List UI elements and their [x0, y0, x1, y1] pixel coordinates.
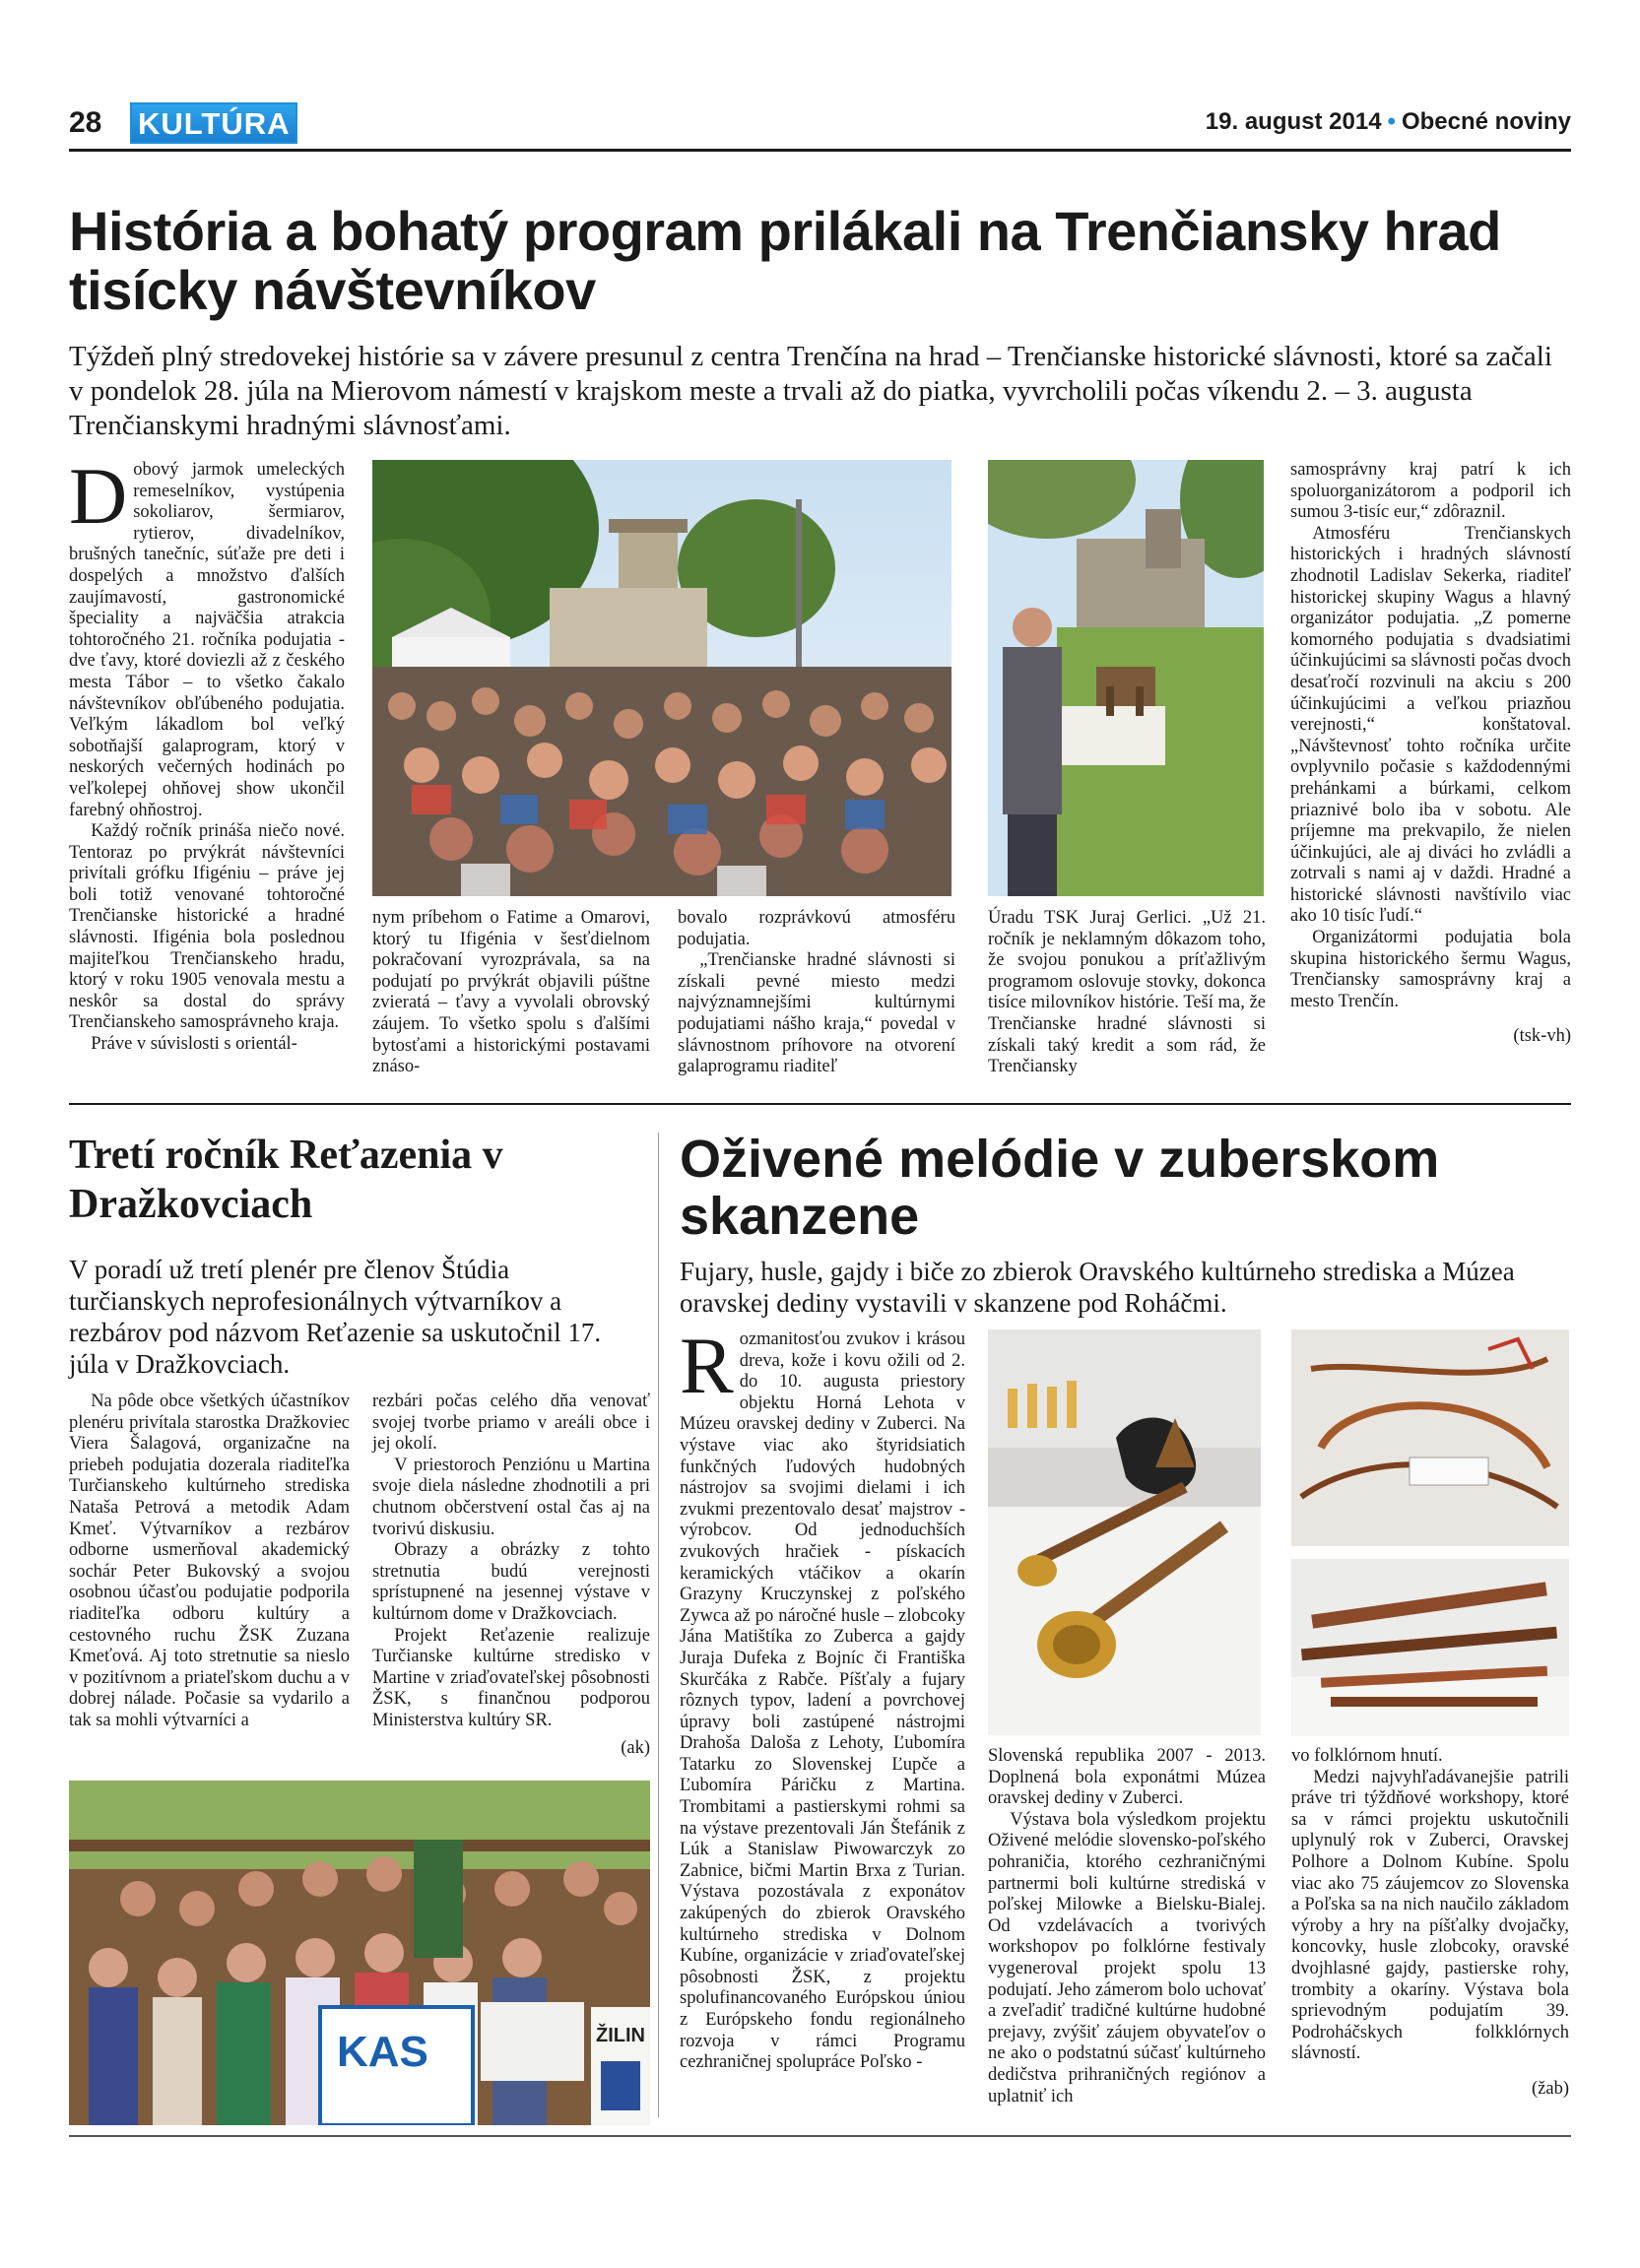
article1-bottom-rule [69, 1103, 1571, 1105]
article1-col1-para1: obový jarmok umeleckých remeselníkov, vystúpenia sokoliarov, šermiarov, rytierov, divadelníkov, brušných tanečníc, súťaže pre deti i dospelých a množstvo ďalších zaujímavostí, gastronomické špeciality a najväčšia atrakcia tohtoročného 21. ročníka podujatia - dve ťavy, ktoré doviezli až z českého mesta Tábor – to všetko čakalo návštevníkov obľúbeného podujatia. Veľkým lákadlom bol veľký sobotňajší galaprogram, ktorý v neskorých večerných hodinách po veľkolepej ohňovej show ukončil farebný ohňostroj. [69, 460, 345, 820]
article1-col1-para2: Každý ročník prináša niečo nové. Tentoraz po prvýkrát návštevníci privítali grófku Ifigéniu – práve jej boli totiž venované tohtoročné Trenčianske historické a hradné slávnosti. Ifigénia bola poslednou majiteľkou Trenčianskeho hradu, ktorý v roku 1905 venovala mestu a neskôr sa dostal do správy Trenčianskeho samosprávneho kraja. [69, 821, 345, 1033]
article2-col2-para4: Projekt Reťazenie realizuje Turčianske kultúrne stredisko v Martine v zriaďovateľskej pôsobnosti ŽSK, s finančnou podporou Ministerstva kultúry SR. [372, 1625, 650, 1730]
article1-column-4 [988, 908, 1266, 1078]
article1-col4-para1: Úradu TSK Juraj Gerlici. „Už 21. ročník je neklamným dôkazom toho, že svojou ponukou a príťažlivým programom oslovuje stovky, dokonca tisíce milovníkov histórie. Teší ma, že Trenčianske hradné slávnosti si získali taký kredit a som rád, že Trenčiansky [988, 908, 1266, 1077]
castle-photo [988, 460, 1264, 896]
article2-col2-para1: rezbári počas celého dňa venovať svojej tvorbe priamo v areáli obce i jej okolí. [372, 1392, 650, 1455]
article3-col1-para1: ozmanitosťou zvukov i krásou dreva, kože i kovu ožili od 2. do 10. augusta priestory objektu Horná Lehota v Múzeu oravskej dediny v Zuberci. Na výstave viac ako štyridsiatich funkčných ľudových hudobných nástrojov sa svojimi dielami i ich zvukmi prezentovalo desať majstrov - výrobcov. Od jednoduchších zvukových hračiek - pískacích keramických vtáčikov a okarín Grazyny Kruczynskej z poľského Zywca až po náročné husle – zlobcoky Jána Matištíka zo Zuberca a gajdy Juraja Dufeka z Bojníc či Františka Skurčáka z Rabče. Píšťaly a fujary rôznych typov, ladení a povrchovej úpravy boli zastúpené nástrojmi Drahoša Daloša z Lehoty, Ľubomíra Tatarku zo Slovenskej Ľupče a Ľubomíra Páričku z Martina. Trombitami a pastierskymi rohmi sa na výstave prezentovali Ján Štefánik z Lúk a Stanislaw Piwowarczyk zo Zabnice, bičmi Martin Brxa z Turian. Výstava pozostávala z exponátov zakúpených do zbierok Oravského kultúrneho strediska v Dolnom Kubíne, organizácie v zriaďovateľskej pôsobnosti ŽSK, z projektu spolufinancovaného Európskou úniou z Európskeho fondu regionálneho rozvoja v rámci Programu cezhraničnej spolupráce Poľsko - [680, 1329, 965, 2073]
article1-col5-para3: Organizátormi podujatia bola skupina historického šermu Wagus, Trenčiansky samosprávny kraj a mesto Trenčín. [1290, 928, 1571, 1011]
crowd-photo [372, 460, 951, 896]
article1-column-2 [372, 908, 650, 1078]
article1-col3-para1: bovalo rozprávkovú atmosféru podujatia. [678, 908, 955, 949]
article1-col2-para1: nym príbehom o Fatime a Omarovi, ktorý tu Ifigénia v šesťdielnom pokračovaní vyrozprávala, sa na podujatí po prvýkrát objavili púštne zvieratá – ťavy a vyvolali obrovský záujem. To všetko spolu s ďalšími bytosťami a historickými postavami znáso- [372, 908, 650, 1077]
instruments-photo [988, 1329, 1261, 1735]
article1-col5-para2: Atmosféru Trenčianskych historických i hradných slávností zhodnotil Ladislav Sekerka, riaditeľ historickej skupiny Wagus a hlavný organizátor podujatia. „Z pomerne komorného podujatia s dvadsiatimi účinkujúcimi sa slávnosti počas dvoch desaťročí rozvinuli na akciu s 200 účinkujúcimi a veľkou priazňou verejnosti,“ konštatoval. „Návštevnosť tohto ročníka určite ovplyvnilo počasie s každodennými prehánkami a búrkami, celkom priaznivé bolo iba v sobotu. Ale príjemne ma prekvapilo, že nielen účinkujúci, ale aj diváci ho zvládli a zotrvali s nami aj v daždi. Hradné a historické slávnosti navštívilo viac ako 10 tisíc ľudí.“ [1290, 523, 1571, 927]
article2-signature: (ak) [621, 1737, 650, 1758]
page-number: 28 [69, 106, 102, 139]
article3-col3-para1: vo folklórnom hnutí. [1291, 1746, 1443, 1766]
article2-col2-para2: V priestoroch Penziónu u Martina svoje diela následne zhodnotili a pri chutnom občerstvení ostal čas aj na tvorivú diskusiu. [372, 1455, 650, 1539]
article3-lede: Fujary, husle, gajdy i biče zo zbierok Oravského kultúrneho strediska a Múzea oravskej dediny vystavili v skanzene pod Roháčmi. [680, 1257, 1515, 1318]
article3-column-2 [988, 1746, 1266, 2107]
column-separator [658, 1133, 659, 2117]
article3-col2-para2: Výstava bola výsledkom projektu Oživené melódie slovensko-poľského pohraničia, ktorého cezhraničnými partnermi boli kultúrne strediská v poľskej Milowke a Bielsku-Bialej. Od vzdelávacích a tvorivých workshopov po folklórne festivaly vygeneroval projekt spolu 13 podujatí. Jeho zámerom bolo uchovať a zveľadiť tradičné kultúrne hudobné prejavy, zvýšiť záujem obyvateľov o ne ako o podstatnú súčasť kultúrneho dedičstva prihraničných regiónov a uplatniť ich [988, 1809, 1266, 2106]
article3-col3-para2: Medzi najvyhľadávanejšie patrili práve tri týždňové workshopy, ktoré sa v rámci projektu uskutočnili uplynulý rok v Zuberci, Oravskej Polhore a Dolnom Kubíne. Spolu viac ako 75 záujemcov zo Slovenska a Poľska sa na nich naučilo základom výroby a hry na píšťalky dvojačky, koncovky, husle zlobcoky, oravské dvojhlasné gajdy, pastierske rohy, trombity a okaríny. Výstava bola sprievodným podujatím 39. Podroháčskych folkklórnych slávností. [1291, 1767, 1569, 2064]
article1-column-1 [69, 451, 345, 1056]
article2-column-1 [69, 1392, 350, 1732]
article3-dropcap: R [680, 1321, 734, 1410]
article2-col1-para1: Na pôde obce všetkých účastníkov plenéru privítala starostka Dražkoviec Viera Šalagová, organizačne na priebeh podujatia dozerala riaditeľka Turčianskeho kultúrneho strediska Nataša Petrová a metodik Adam Kmeť. Výtvarníkov a rezbárov odborne usmerňoval akademický sochár Peter Bukovský a svojou osobnou účasťou podujatie podporila riaditeľka odboru kultúry a cestovného ruchu ŽSK Zuzana Kmeťová. Aj toto stretnutie sa nieslo v pozitívnom a priateľskom duchu a v dobrej nálade. Počasie sa vydarilo a tak sa mohli výtvarníci a [69, 1392, 350, 1730]
header-rule [69, 149, 1571, 152]
article1-column-3 [678, 908, 955, 1078]
article3-column-1 [680, 1321, 965, 2074]
article2-column-2 [372, 1392, 650, 1759]
article3-signature: (žab) [1532, 2078, 1569, 2099]
section-label: KULTÚRA [138, 106, 291, 141]
publication-name: Obecné noviny [1401, 108, 1571, 135]
article1-lede: Týždeň plný stredovekej histórie sa v závere presunul z centra Trenčína na hrad – Trenčianske historické slávnosti, ktoré sa začali v pondelok 28. júla na Mierovom námestí v krajskom meste a trvali až do piatka, vyvrcholili počas víkendu 2. – 3. augusta Trenčianskymi hradnými slávnosťami. [69, 341, 1552, 441]
article1-col1-para3: Práve v súvislosti s orientál- [91, 1034, 297, 1055]
group-photo [69, 1781, 650, 2125]
banner-logo-text: KAS [337, 2028, 428, 2076]
article2-col2-para3: Obrazy a obrázky z tohto stretnutia budú verejnosti sprístupnené na jesennej výstave v kultúrnom dome v Dražkovciach. [372, 1540, 650, 1624]
article1-dropcap: D [69, 451, 128, 541]
page-bottom-rule [69, 2135, 1571, 2137]
article2-lede: V poradí už tretí plenér pre členov Štúdia turčianskych neprofesionálnych výtvarníkov a rezbárov pod názvom Reťazenie sa uskutočnil 17. júla v Dražkovciach. [69, 1255, 602, 1379]
article3-col2-para1: Slovenská republika 2007 - 2013. Doplnená bola exponátmi Múzea oravskej dediny v Zuberci. [988, 1746, 1266, 1809]
issue-date: 19. august 2014 [1205, 108, 1382, 135]
whips-photo [1291, 1329, 1569, 1546]
article1-col3-para2: „Trenčianske hradné slávnosti si získali pevné miesto medzi najvýznamnejšími kultúrnymi podujatiami nášho kraja,“ povedal v slávnostnom príhovore na otvorení galaprogramu riaditeľ [678, 950, 955, 1077]
separator-dot: • [1387, 108, 1396, 135]
section-label-box [130, 102, 297, 144]
article1-signature: (tsk-vh) [1513, 1026, 1571, 1047]
article1-col5-para1: samosprávny kraj patrí k ich spoluorganizátorom a podporil ich sumou 3-tisíc eur,“ zdôraznil. [1290, 460, 1571, 523]
article3-column-3 [1291, 1746, 1569, 2101]
article3-headline: Oživené melódie v zuberskom skanzene [680, 1130, 1440, 1246]
article1-headline: História a bohatý program prilákali na Trenčiansky hrad tisícky návštevníkov [69, 200, 1501, 321]
issue-info [1206, 108, 1571, 136]
banner-sign-text: ŽILIN [596, 2025, 645, 2046]
article1-column-5 [1290, 460, 1571, 1048]
pipes-photo [1291, 1559, 1569, 1736]
article2-headline: Tretí ročník Reťazenia v Dražkovciach [69, 1133, 503, 1227]
